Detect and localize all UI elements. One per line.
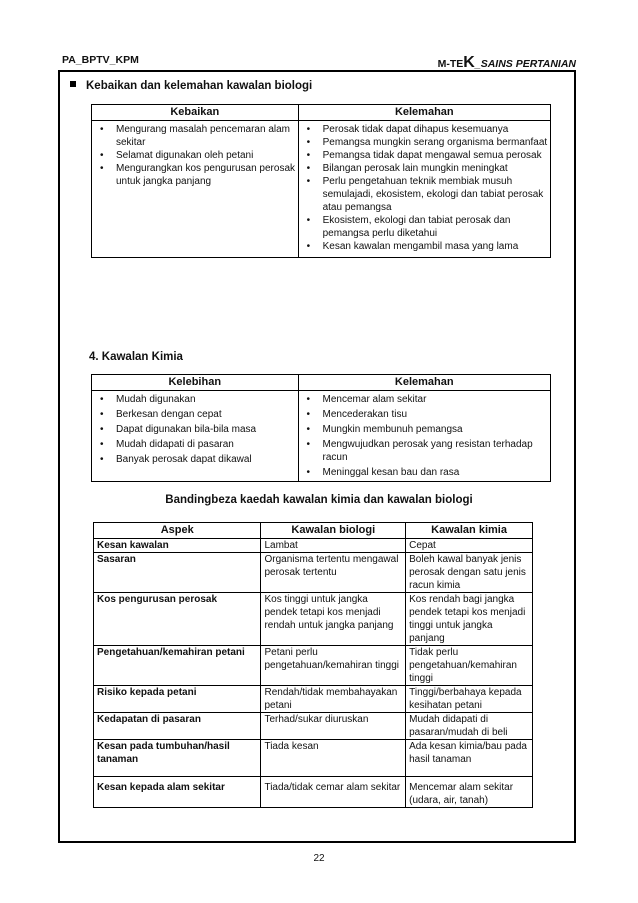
row-biologi: Petani perlu pengetahuan/kemahiran tinggi <box>261 646 406 686</box>
bio-kebaikan-cell <box>92 121 299 258</box>
kimia-table-header <box>92 375 551 391</box>
section-bio-title-text: Kebaikan dan kelemahan kawalan biologi <box>86 80 313 92</box>
bio-kelemahan-list <box>299 123 548 253</box>
kimia-kelemahan-cell <box>298 391 550 482</box>
row-biologi: Kos tinggi untuk jangka pendek tetapi kos menjadi rendah untuk jangka panjang <box>261 593 406 646</box>
header-right-suffix: _SAINS PERTANIAN <box>474 58 576 70</box>
kimia-kelebihan-list <box>92 393 296 466</box>
row-biologi: Terhad/sukar diuruskan <box>261 713 406 740</box>
list-item: • Mudah didapati di pasaran <box>92 438 296 451</box>
list-item: • Mungkin membunuh pemangsa <box>299 423 548 436</box>
list-item: • Pemangsa tidak dapat mengawal semua perosak <box>299 149 548 162</box>
bio-table-header <box>92 105 551 121</box>
row-biologi: Tiada kesan <box>261 740 406 777</box>
row-aspek: Kesan kepada alam sekitar <box>94 777 261 808</box>
table-row <box>94 713 533 740</box>
kimia-table <box>91 374 551 482</box>
bio-kebaikan-list <box>92 123 296 188</box>
comparison-title: Bandingbeza kaedah kawalan kimia dan kawalan biologi <box>165 494 473 506</box>
comparison-header-row <box>94 523 533 539</box>
row-biologi: Tiada/tidak cemar alam sekitar <box>261 777 406 808</box>
comparison-header-aspek: Aspek <box>94 523 261 539</box>
row-biologi: Lambat <box>261 539 406 553</box>
list-item: • Mencederakan tisu <box>299 408 548 421</box>
row-kimia: Tinggi/berbahaya kepada kesihatan petani <box>406 686 533 713</box>
table-row <box>94 646 533 686</box>
row-kimia: Boleh kawal banyak jenis perosak dengan satu jenis racun kimia <box>406 553 533 593</box>
table-row <box>94 539 533 553</box>
row-biologi: Rendah/tidak membahayakan petani <box>261 686 406 713</box>
row-aspek: Kos pengurusan perosak <box>94 593 261 646</box>
table-row <box>94 593 533 646</box>
row-aspek: Sasaran <box>94 553 261 593</box>
comparison-header-kimia: Kawalan kimia <box>406 523 533 539</box>
comparison-table <box>93 522 533 808</box>
table-row <box>94 740 533 777</box>
list-item: • Perosak tidak dapat dihapus kesemuanya <box>299 123 548 136</box>
bio-col-kelemahan: Kelemahan <box>298 105 550 121</box>
list-item: • Mengurang masalah pencemaran alam sekitar <box>92 123 296 149</box>
row-kimia: Mudah didapati di pasaran/mudah di beli <box>406 713 533 740</box>
kimia-kelemahan-list <box>299 393 548 479</box>
list-item: • Mengurangkan kos pengurusan perosak untuk jangka panjang <box>92 162 296 188</box>
section-bio-title <box>70 80 312 92</box>
header-right-prefix: M-TE <box>437 58 464 70</box>
table-row <box>94 686 533 713</box>
row-aspek: Kedapatan di pasaran <box>94 713 261 740</box>
bio-kelemahan-cell <box>298 121 550 258</box>
row-aspek: Kesan pada tumbuhan/hasil tanaman <box>94 740 261 777</box>
list-item: • Mudah digunakan <box>92 393 296 406</box>
list-item: • Dapat digunakan bila-bila masa <box>92 423 296 436</box>
list-item: • Mengwujudkan perosak yang resistan terhadap racun <box>299 438 548 464</box>
table-row <box>94 553 533 593</box>
table-row <box>94 777 533 808</box>
list-item: • Bilangan perosak lain mungkin meningkat <box>299 162 548 175</box>
row-aspek: Pengetahuan/kemahiran petani <box>94 646 261 686</box>
kimia-col-kelemahan: Kelemahan <box>298 375 550 391</box>
header-left-text: PA_BPTV_KPM <box>62 54 139 66</box>
list-item: • Berkesan dengan cepat <box>92 408 296 421</box>
list-item: • Banyak perosak dapat dikawal <box>92 453 296 466</box>
kimia-table-body <box>92 391 551 482</box>
row-biologi: Organisma tertentu mengawal perosak tertentu <box>261 553 406 593</box>
row-aspek: Risiko kepada petani <box>94 686 261 713</box>
row-kimia: Kos rendah bagi jangka pendek tetapi kos menjadi tinggi untuk jangka panjang <box>406 593 533 646</box>
row-kimia: Ada kesan kimia/bau pada hasil tanaman <box>406 740 533 777</box>
list-item: • Ekosistem, ekologi dan tabiat perosak dan pemangsa perlu diketahui <box>299 214 548 240</box>
list-item: • Kesan kawalan mengambil masa yang lama <box>299 240 548 253</box>
bio-table <box>91 104 551 258</box>
kimia-kelebihan-cell <box>92 391 299 482</box>
page-number: 22 <box>313 853 325 864</box>
square-bullet-icon <box>70 81 76 87</box>
list-item: • Pemangsa mungkin serang organisma bermanfaat <box>299 136 548 149</box>
row-kimia: Mencemar alam sekitar (udara, air, tanah) <box>406 777 533 808</box>
bio-table-body <box>92 121 551 258</box>
bio-col-kebaikan: Kebaikan <box>92 105 299 121</box>
list-item: • Mencemar alam sekitar <box>299 393 548 406</box>
page-header <box>60 46 578 71</box>
header-right-big-letter: K <box>463 54 475 71</box>
row-aspek: Kesan kawalan <box>94 539 261 553</box>
comparison-header-biologi: Kawalan biologi <box>261 523 406 539</box>
list-item: • Selamat digunakan oleh petani <box>92 149 296 162</box>
list-item: • Perlu pengetahuan teknik membiak musuh semulajadi, ekosistem, ekologi dan tabiat perosak atau pemangsa <box>299 175 548 214</box>
row-kimia: Tidak perlu pengetahuan/kemahiran tinggi <box>406 646 533 686</box>
kimia-col-kelebihan: Kelebihan <box>92 375 299 391</box>
section-kimia-title: 4. Kawalan Kimia <box>89 351 183 363</box>
list-item: • Meninggal kesan bau dan rasa <box>299 466 548 479</box>
row-kimia: Cepat <box>406 539 533 553</box>
